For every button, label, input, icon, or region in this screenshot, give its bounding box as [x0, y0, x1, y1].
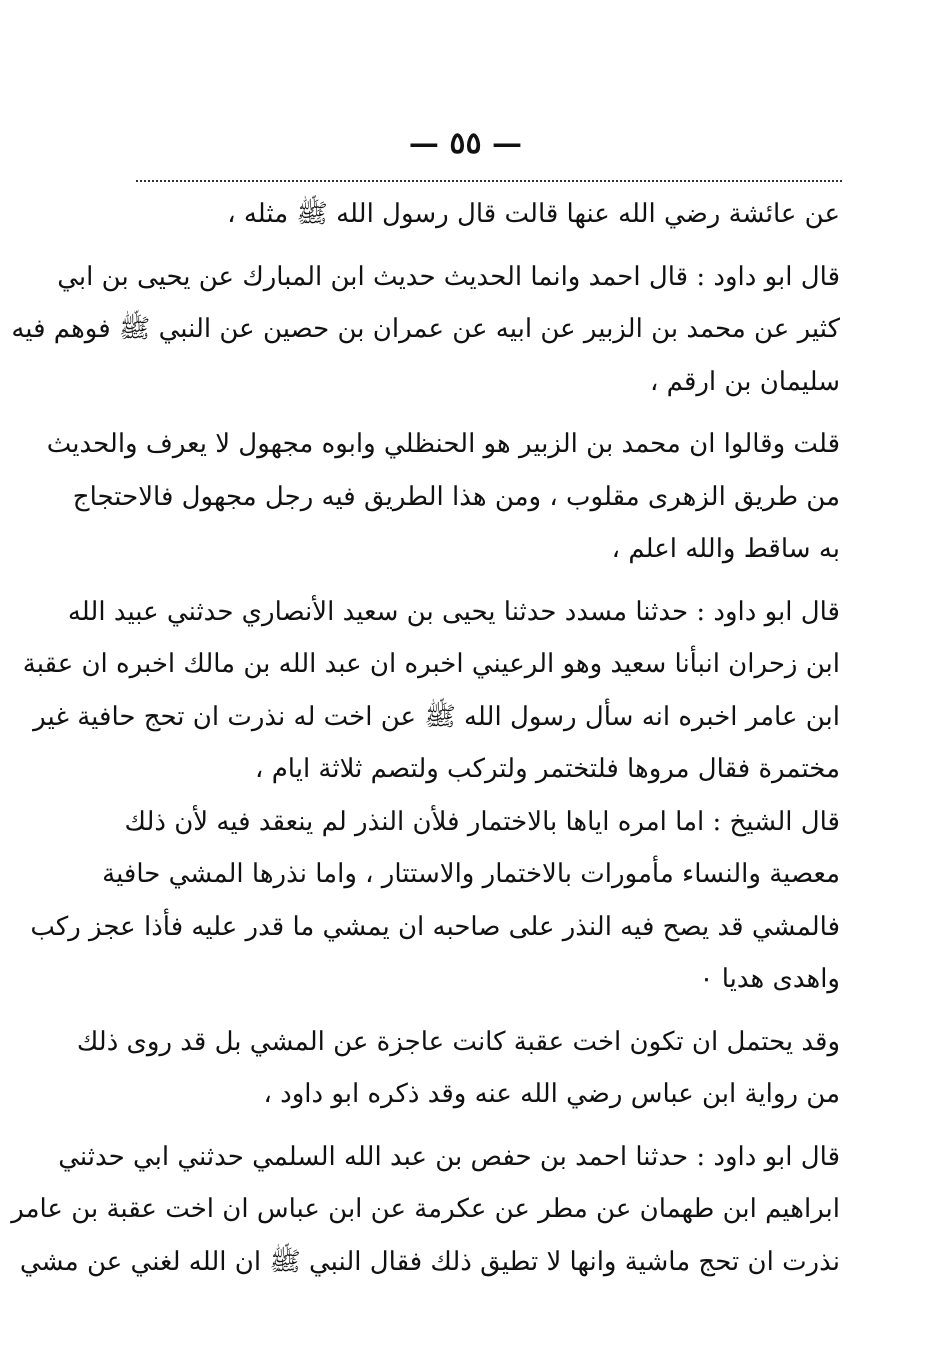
body-text: [11, 188, 840, 1288]
text-line: من طريق الزهرى مقلوب ، ومن هذا الطريق فيه رجل مجهول فالاحتجاج: [72, 481, 840, 512]
text-line: قال ابو داود : حدثنا احمد بن حفص بن عبد الله السلمي حدثني ابي حدثني: [58, 1141, 840, 1172]
header-divider: [136, 180, 842, 182]
paragraph-3: [46, 418, 840, 576]
text-line: وقد يحتمل ان تكون اخت عقبة كانت عاجزة عن المشي بل قد روى ذلك: [76, 1026, 840, 1057]
text-line: من رواية ابن عباس رضي الله عنه وقد ذكره ابو داود ،: [263, 1079, 840, 1109]
paragraph-5: [30, 796, 840, 1006]
text-line: مختمرة فقال مروها فلتختمر ولتركب ولتصم ثلاثة ايام ،: [255, 754, 840, 784]
text-line: قال ابو داود : حدثنا مسدد حدثنا يحيى بن سعيد الأنصاري حدثني عبيد الله: [67, 596, 840, 627]
paragraph-6: [76, 1016, 840, 1121]
text-line: قال ابو داود : قال احمد وانما الحديث حديث ابن المبارك عن يحيى بن ابي: [57, 261, 840, 292]
text-line: قال الشيخ : اما امره اياها بالاختمار فلأن النذر لم ينعقد فيه لأن ذلك: [124, 806, 840, 837]
text-line: ابن زحران انبأنا سعيد وهو الرعيني اخبره ان عبد الله بن مالك اخبره ان عقبة: [22, 649, 840, 679]
paragraph-2: [11, 251, 840, 409]
text-line: كثير عن محمد بن الزبير عن ابيه عن عمران بن حصين عن النبي ﷺ فوهم فيه: [11, 314, 840, 344]
text-line: سليمان بن ارقم ،: [649, 366, 840, 397]
text-line: ابراهيم ابن طهمان عن مطر عن عكرمة عن ابن عباس ان اخت عقبة بن عامر: [11, 1194, 840, 1224]
text-line: عن عائشة رضي الله عنها قالت قال رسول الله ﷺ مثله ،: [227, 199, 840, 229]
paragraph-7: [11, 1131, 840, 1289]
text-line: نذرت ان تحج ماشية وانها لا تطيق ذلك فقال النبي ﷺ ان الله لغني عن مشي: [19, 1246, 840, 1277]
text-line: قلت وقالوا ان محمد بن الزبير هو الحنظلي وابوه مجهول لا يعرف والحديث: [46, 429, 840, 459]
paragraph-4: [22, 586, 840, 796]
text-line: به ساقط والله اعلم ،: [611, 534, 840, 564]
text-line: معصية والنساء مأمورات بالاختمار والاستتار ، واما نذرها المشي حافية: [102, 859, 840, 889]
text-line: فالمشي قد يصح فيه النذر على صاحبه ان يمشي ما قدر عليه فأذا عجز ركب: [30, 911, 840, 942]
text-line: واهدى هديا ٠: [699, 964, 840, 994]
page-number: — ٥٥ —: [408, 126, 523, 161]
text-line: ابن عامر اخبره انه سأل رسول الله ﷺ عن اخت له نذرت ان تحج حافية غير: [33, 701, 840, 732]
paragraph-1: [150, 188, 840, 241]
